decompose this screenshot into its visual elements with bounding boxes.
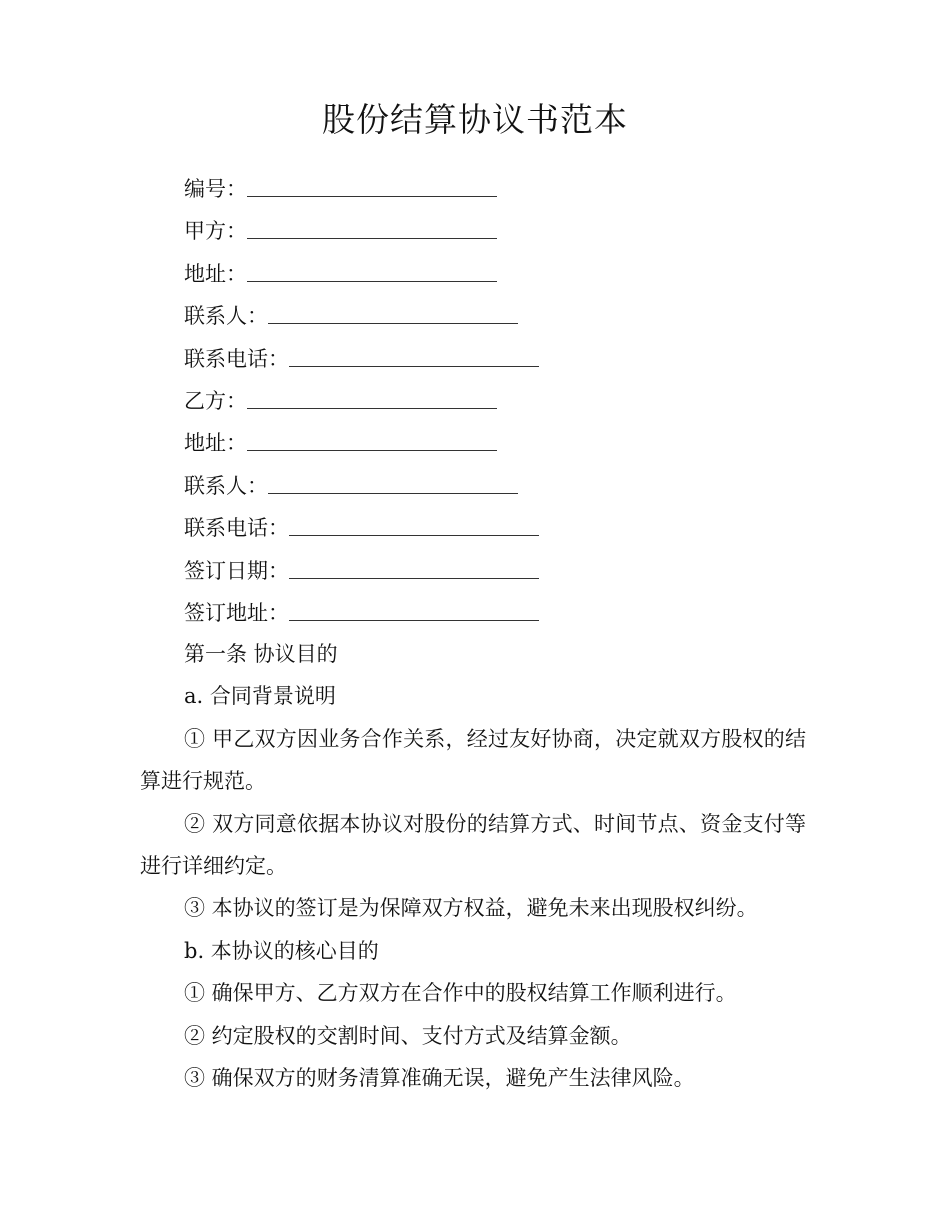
blank-line[interactable] bbox=[268, 465, 518, 494]
field-label: 联系人： bbox=[184, 473, 268, 498]
paragraph: ② 约定股权的交割时间、支付方式及结算金额。 bbox=[184, 1023, 632, 1048]
paragraph: ③ 确保双方的财务清算准确无误，避免产生法律风险。 bbox=[184, 1066, 695, 1091]
paragraph: ② 双方同意依据本协议对股份的结算方式、时间节点、资金支付等进行详细约定。 bbox=[140, 811, 806, 879]
field-label: 乙方： bbox=[184, 388, 247, 413]
field-label: 联系电话： bbox=[184, 516, 289, 541]
document-title: 股份结算协议书范本 bbox=[322, 100, 628, 139]
blank-line[interactable] bbox=[289, 592, 539, 621]
paragraph: ① 甲乙双方因业务合作关系，经过友好协商，决定就双方股权的结算进行规范。 bbox=[140, 726, 806, 794]
blank-line[interactable] bbox=[247, 253, 497, 282]
document-body bbox=[140, 633, 806, 1099]
blank-line[interactable] bbox=[268, 295, 518, 324]
blank-line[interactable] bbox=[247, 210, 497, 239]
blank-line[interactable] bbox=[289, 550, 539, 579]
field-number bbox=[184, 168, 539, 210]
field-party-b-phone bbox=[184, 507, 539, 549]
blank-line[interactable] bbox=[247, 380, 497, 409]
blank-line[interactable] bbox=[247, 422, 497, 451]
field-sign-place bbox=[184, 592, 539, 634]
paragraph: ① 确保甲方、乙方双方在合作中的股权结算工作顺利进行。 bbox=[184, 981, 737, 1006]
field-party-b-address bbox=[184, 422, 539, 464]
contract-fields bbox=[184, 168, 539, 634]
field-label: 地址： bbox=[184, 431, 247, 456]
field-label: 编号： bbox=[184, 177, 247, 201]
field-label: 联系人： bbox=[184, 304, 268, 329]
blank-line[interactable] bbox=[289, 507, 539, 536]
field-party-b bbox=[184, 380, 539, 422]
section-heading: b. 本协议的核心目的 bbox=[184, 938, 379, 963]
field-party-a bbox=[184, 210, 539, 252]
field-party-a-contact bbox=[184, 295, 539, 337]
field-sign-date bbox=[184, 550, 539, 592]
field-label: 签订地址： bbox=[184, 600, 289, 625]
field-party-a-address bbox=[184, 253, 539, 295]
article-heading: 第一条 协议目的 bbox=[184, 642, 338, 666]
blank-line[interactable] bbox=[289, 338, 539, 367]
paragraph: ③ 本协议的签订是为保障双方权益，避免未来出现股权纠纷。 bbox=[184, 896, 758, 921]
field-party-a-phone bbox=[184, 338, 539, 380]
section-heading: a. 合同背景说明 bbox=[184, 684, 336, 709]
field-party-b-contact bbox=[184, 465, 539, 507]
field-label: 甲方： bbox=[184, 219, 247, 244]
field-label: 地址： bbox=[184, 261, 247, 286]
field-label: 联系电话： bbox=[184, 346, 289, 371]
blank-line[interactable] bbox=[247, 168, 497, 197]
field-label: 签订日期： bbox=[184, 558, 289, 583]
